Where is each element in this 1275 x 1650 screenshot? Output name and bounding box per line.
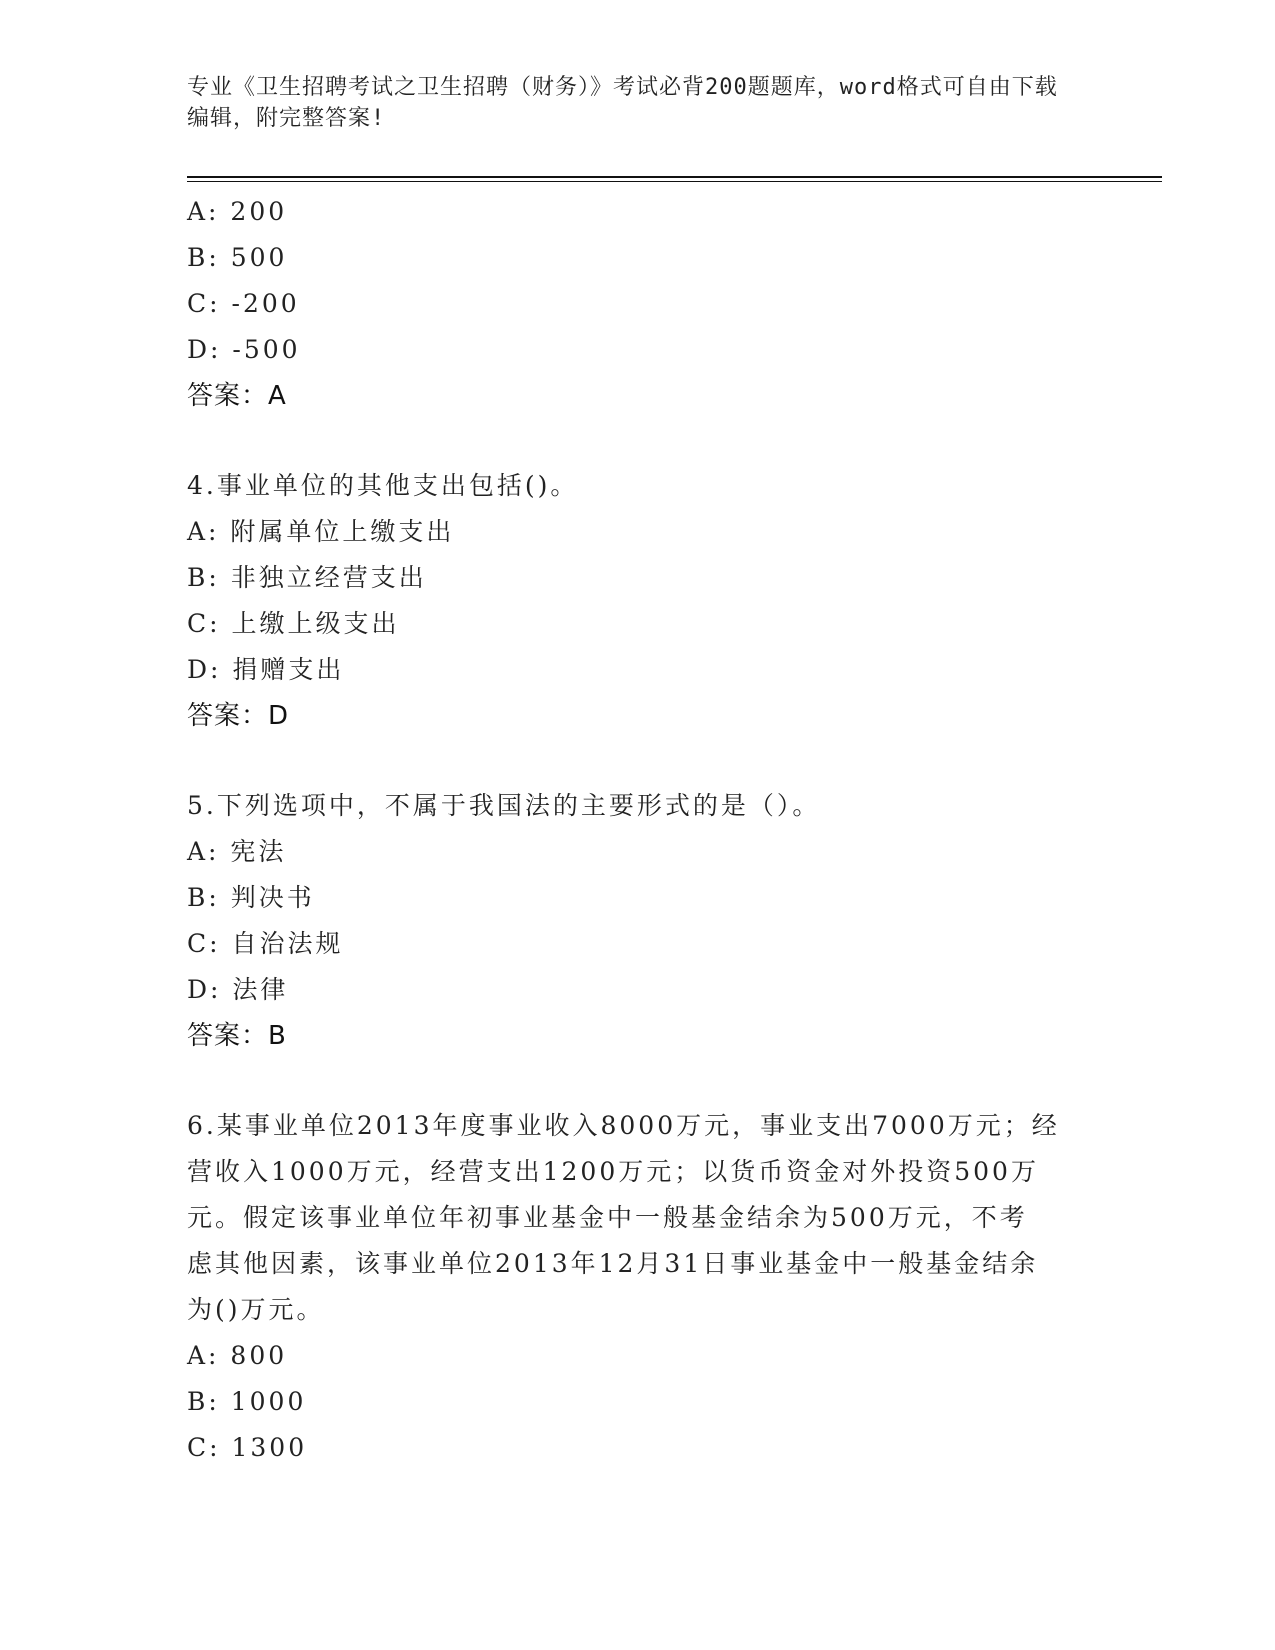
question-5 — [187, 783, 1087, 1059]
option-a: A: 200 — [187, 197, 288, 226]
option-c: C: 自治法规 — [187, 929, 344, 958]
question-list — [187, 189, 1087, 1471]
option-b: B: 非独立经营支出 — [187, 563, 427, 592]
question-stem-line: 6.某事业单位2013年度事业收入8000万元，事业支出7000万元；经 — [187, 1111, 1060, 1140]
question-stem-line: 虑其他因素，该事业单位2013年12月31日事业基金中一般基金结余 — [187, 1249, 1039, 1278]
option-a: A: 附属单位上缴支出 — [187, 517, 455, 546]
option-d: D: 捐赠支出 — [187, 655, 345, 684]
header-divider-thick — [187, 176, 1162, 178]
question-stem-line: 营收入1000万元，经营支出1200万元；以货币资金对外投资500万 — [187, 1157, 1039, 1186]
answer-line: 答案：A — [187, 381, 287, 411]
question-stem: 5.下列选项中，不属于我国法的主要形式的是（）。 — [187, 791, 821, 820]
question-6 — [187, 1103, 1087, 1471]
question-stem-line: 为()万元。 — [187, 1295, 325, 1324]
option-a: A: 800 — [187, 1341, 288, 1370]
question-3 — [187, 189, 1087, 419]
option-d: D: 法律 — [187, 975, 289, 1004]
answer-line: 答案：D — [187, 701, 290, 731]
option-c: C: -200 — [187, 289, 300, 318]
question-stem-line: 元。假定该事业单位年初事业基金中一般基金结余为500万元，不考 — [187, 1203, 1028, 1232]
answer-line: 答案：B — [187, 1021, 287, 1051]
question-stem: 4.事业单位的其他支出包括()。 — [187, 471, 579, 500]
option-a: A: 宪法 — [187, 837, 287, 866]
spacer — [187, 1059, 1087, 1103]
spacer — [187, 739, 1087, 783]
document-header: 专业《卫生招聘考试之卫生招聘（财务）》考试必背200题题库，word格式可自由下载编辑，附完整答案! — [187, 75, 1058, 131]
spacer — [187, 419, 1087, 463]
option-c: C: 1300 — [187, 1433, 308, 1462]
option-b: B: 500 — [187, 243, 288, 272]
option-b: B: 判决书 — [187, 883, 315, 912]
header-divider-thin — [187, 181, 1162, 182]
option-d: D: -500 — [187, 335, 301, 364]
question-4 — [187, 463, 1087, 739]
option-c: C: 上缴上级支出 — [187, 609, 400, 638]
option-b: B: 1000 — [187, 1387, 307, 1416]
